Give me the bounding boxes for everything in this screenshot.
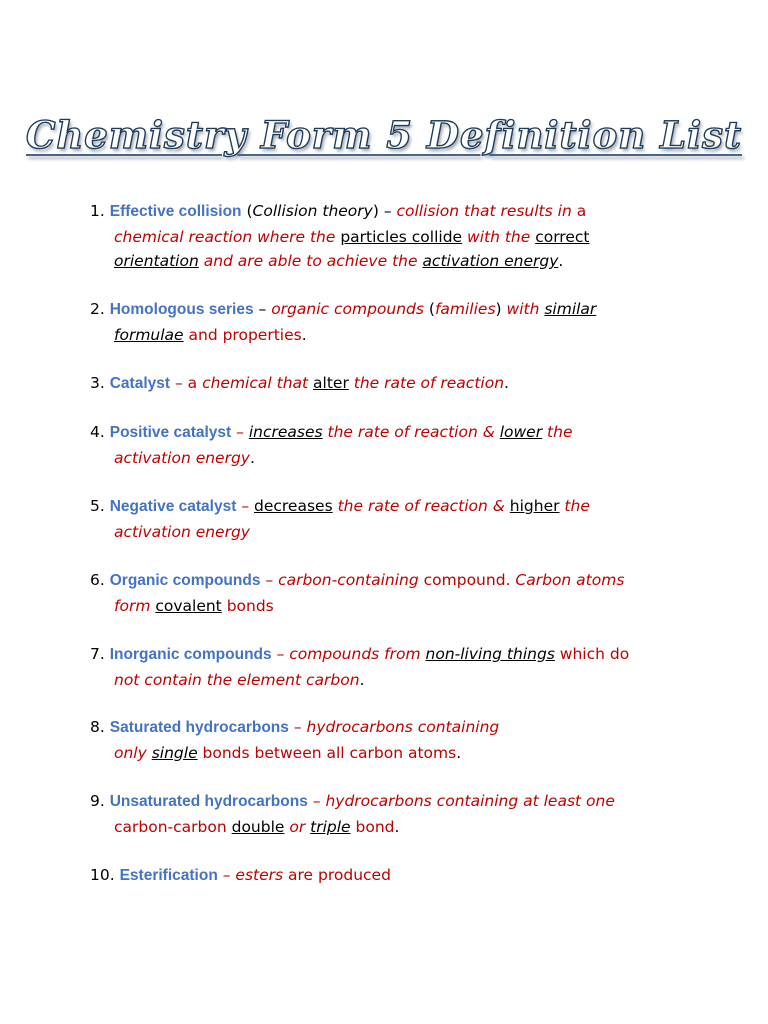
definition-text: chemical reaction where the bbox=[114, 227, 341, 246]
definition-text: – bbox=[307, 792, 326, 810]
text-span: ( bbox=[423, 300, 435, 318]
definition-text: compound. bbox=[418, 571, 516, 589]
definition-line bbox=[90, 520, 590, 545]
text-span: . bbox=[504, 374, 509, 392]
definition-line bbox=[90, 297, 596, 323]
definition-term: Saturated hydrocarbons bbox=[109, 719, 289, 736]
definition-text: organic compounds bbox=[271, 300, 424, 318]
item-number: 3. bbox=[90, 374, 105, 392]
definition-line bbox=[90, 199, 589, 225]
definition-text: form bbox=[114, 596, 156, 615]
definition-text: – bbox=[271, 645, 290, 663]
definition-text: a bbox=[571, 202, 587, 220]
definition-text: with bbox=[501, 300, 545, 318]
definition-term: Effective collision bbox=[109, 203, 242, 220]
item-number: 8. bbox=[90, 718, 105, 736]
definition-text: – bbox=[260, 571, 279, 589]
text-span: Collision theory bbox=[252, 202, 373, 220]
definition-text: activation energy bbox=[114, 522, 250, 541]
definition-text: carbon-carbon bbox=[114, 817, 232, 836]
text-span: . bbox=[301, 325, 307, 344]
definition-text: are produced bbox=[283, 866, 391, 884]
underlined-keyword: decreases bbox=[254, 497, 333, 515]
text-span: ) – bbox=[372, 202, 397, 220]
definition-term: Positive catalyst bbox=[109, 424, 232, 441]
definition-text: compounds from bbox=[289, 645, 426, 663]
definition-text: the bbox=[542, 423, 573, 441]
definition-text: – bbox=[236, 497, 254, 515]
definition-line bbox=[90, 642, 629, 668]
underlined-keyword: similar bbox=[544, 300, 597, 318]
definition-line bbox=[90, 446, 572, 471]
underlined-keyword: higher bbox=[509, 497, 560, 515]
underlined-keyword: single bbox=[151, 743, 198, 762]
text-span: . bbox=[456, 743, 462, 762]
definition-term: Homologous series bbox=[109, 301, 254, 318]
definition-line bbox=[90, 494, 590, 520]
definition-line bbox=[90, 594, 624, 619]
item-number: 9. bbox=[90, 792, 105, 810]
item-number: 2. bbox=[90, 300, 105, 318]
text-span: – bbox=[253, 300, 272, 318]
definition-item-8 bbox=[90, 715, 499, 765]
definition-item-4 bbox=[90, 420, 572, 470]
definition-text: the rate of reaction & bbox=[322, 423, 500, 441]
definition-item-3 bbox=[90, 371, 509, 397]
definition-text: or bbox=[284, 817, 311, 836]
definition-term: Catalyst bbox=[109, 375, 171, 392]
underlined-keyword: double bbox=[231, 817, 285, 836]
underlined-keyword: particles collide bbox=[340, 227, 463, 246]
text-span: ( bbox=[246, 202, 253, 220]
definition-item-1 bbox=[90, 199, 589, 274]
definition-line bbox=[90, 225, 589, 250]
definition-line bbox=[90, 815, 615, 840]
definition-text: not contain the element carbon bbox=[114, 670, 360, 689]
definition-text: activation energy bbox=[114, 448, 250, 467]
underlined-keyword: correct bbox=[535, 227, 590, 246]
page-title: Chemistry Form 5 Definition List bbox=[25, 112, 743, 157]
definition-text: carbon-containing bbox=[278, 571, 419, 589]
definition-line bbox=[90, 668, 629, 693]
definition-text: families bbox=[434, 300, 496, 318]
definition-item-2 bbox=[90, 297, 596, 347]
definition-line bbox=[90, 741, 499, 766]
definition-line bbox=[90, 249, 589, 274]
definition-text: the rate of reaction & bbox=[332, 497, 510, 515]
definition-term: Organic compounds bbox=[109, 572, 261, 589]
definition-text: with the bbox=[462, 227, 536, 246]
definition-item-7 bbox=[90, 642, 629, 692]
item-number: 10. bbox=[90, 866, 115, 884]
definition-item-10 bbox=[90, 863, 391, 889]
definition-text: hydrocarbons containing bbox=[306, 718, 500, 736]
definition-line bbox=[90, 715, 499, 741]
definition-term: Esterification bbox=[119, 867, 218, 884]
definition-text: – bbox=[231, 423, 249, 441]
definition-text: hydrocarbons containing at least one bbox=[325, 792, 615, 810]
text-span: . bbox=[359, 670, 365, 689]
definition-item-5 bbox=[90, 494, 590, 544]
underlined-keyword: non-living things bbox=[425, 645, 555, 663]
definition-term: Unsaturated hydrocarbons bbox=[109, 793, 308, 810]
definition-item-9 bbox=[90, 789, 615, 839]
underlined-keyword: activation energy bbox=[422, 252, 559, 271]
definition-text: the bbox=[559, 497, 590, 515]
underlined-keyword: alter bbox=[313, 374, 349, 392]
item-number: 6. bbox=[90, 571, 105, 589]
underlined-keyword: increases bbox=[248, 423, 323, 441]
definition-line bbox=[90, 323, 596, 348]
definition-text: and properties bbox=[183, 325, 302, 344]
definition-text: bonds bbox=[221, 596, 274, 615]
underlined-keyword: lower bbox=[499, 423, 543, 441]
item-number: 5. bbox=[90, 497, 105, 515]
definition-text: only bbox=[114, 743, 152, 762]
definition-line bbox=[90, 420, 572, 446]
underlined-keyword: orientation bbox=[114, 252, 199, 271]
definition-text: collision that results in bbox=[396, 202, 572, 220]
definition-text: – bbox=[288, 718, 307, 736]
definition-line bbox=[90, 863, 391, 889]
definition-line bbox=[90, 568, 624, 594]
underlined-keyword: formulae bbox=[114, 325, 184, 344]
definition-text: esters bbox=[235, 866, 284, 884]
definition-line bbox=[90, 371, 509, 397]
definition-item-6 bbox=[90, 568, 624, 618]
definition-text: bond bbox=[350, 817, 395, 836]
definition-line bbox=[90, 789, 615, 815]
definition-text: Carbon atoms bbox=[515, 571, 625, 589]
text-span: . bbox=[249, 448, 255, 467]
definition-term: Negative catalyst bbox=[109, 498, 237, 515]
definition-text: which do bbox=[554, 645, 630, 663]
text-span: . bbox=[394, 817, 400, 836]
definition-text: – a bbox=[170, 374, 203, 392]
item-number: 7. bbox=[90, 645, 105, 663]
text-span: . bbox=[558, 252, 564, 271]
definition-text: bonds between all carbon atoms bbox=[197, 743, 457, 762]
definition-text: and are able to achieve the bbox=[198, 252, 423, 271]
item-number: 1. bbox=[90, 202, 105, 220]
definition-text: the rate of reaction bbox=[348, 374, 505, 392]
underlined-keyword: triple bbox=[310, 817, 351, 836]
definition-term: Inorganic compounds bbox=[109, 646, 272, 663]
underlined-keyword: covalent bbox=[155, 596, 222, 615]
text-span: ) bbox=[495, 300, 502, 318]
definition-text: – bbox=[217, 866, 236, 884]
definition-text: chemical that bbox=[202, 374, 314, 392]
item-number: 4. bbox=[90, 423, 105, 441]
